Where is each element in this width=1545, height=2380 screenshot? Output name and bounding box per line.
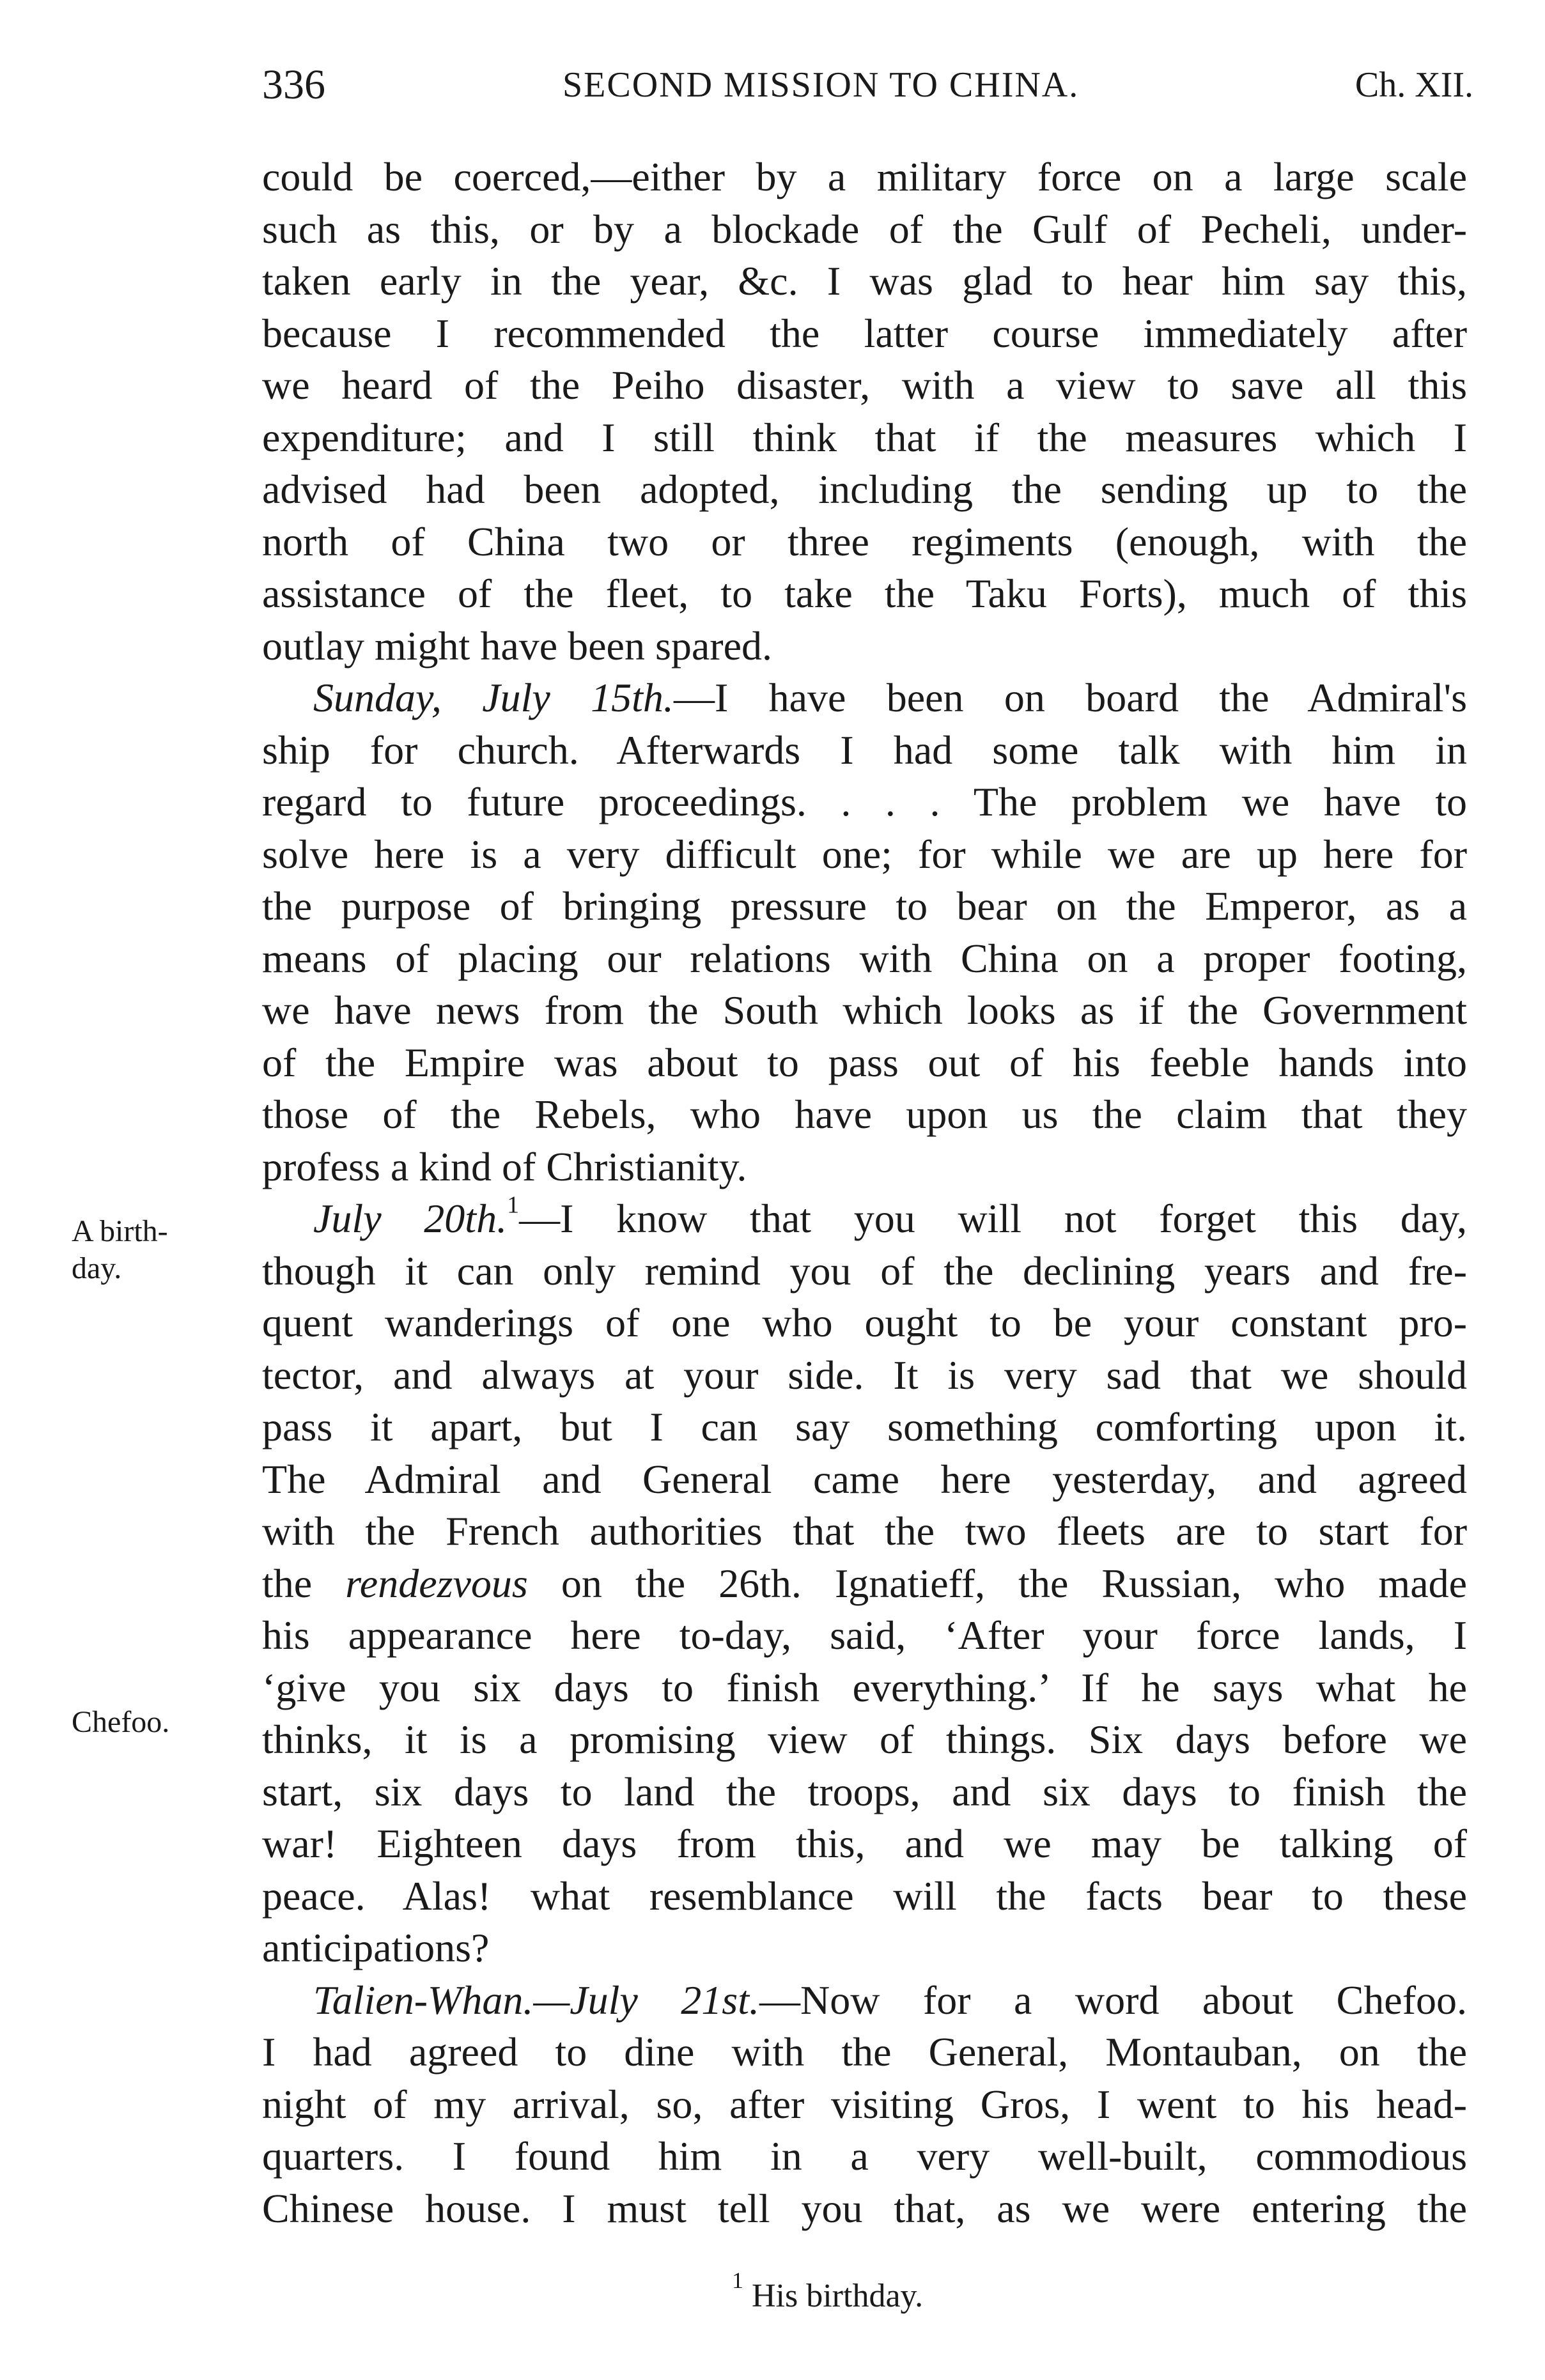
diary-entry-july-20 [262,1193,1467,1245]
entry-text: —I know that you will not forget this day, [519,1196,1467,1241]
text-line: quent wanderings of one who ought to be your constant pro- [262,1300,1467,1345]
text-italic: rendezvous [345,1560,528,1606]
text-line: the purpose of bringing pressure to bear on the Emperor, as a [262,883,1467,929]
footnote-number: 1 [732,2268,743,2294]
running-head [262,56,1473,114]
running-title: SECOND MISSION TO CHINA. [563,65,1080,105]
diary-entry-july-21 [262,1974,1467,2027]
sidenote-birthday [72,1213,225,1287]
footnote [732,2268,924,2319]
entry-date: Talien-Whan.—July 21st. [313,1977,759,2023]
text-line: taken early in the year, &c. I was glad to hear him say this, [262,258,1467,304]
text-segment: on the 26th. Ignatieff, the Russian, who made [527,1560,1467,1606]
entry-date: Sunday, July 15th. [313,675,674,720]
text-line: pass it apart, but I can say something comforting upon it. [262,1404,1467,1449]
text-line: expenditure; and I still think that if the measures which I [262,414,1467,460]
text-line: though it can only remind you of the declining years and fre- [262,1248,1467,1294]
text-line: we have news from the South which looks as if the Government [262,987,1467,1033]
text-line: quarters. I found him in a very well-built, commodious [262,2133,1467,2179]
text-line: tector, and always at your side. It is very sad that we should [262,1352,1467,1398]
text-line: regard to future proceedings. . . . The problem we have to [262,779,1467,824]
text-line: north of China two or three regiments (enough, with the [262,518,1467,564]
text-line: ship for church. Afterwards I had some talk with him in [262,727,1467,773]
footnote-marker: 1 [507,1193,520,1219]
sidenote-chefoo-text: Chefoo. [72,1705,170,1739]
diary-entry-july-15 [262,672,1467,724]
text-line: with the French authorities that the two fleets are to start for [262,1508,1467,1554]
text-line: such as this, or by a blockade of the Gulf of Pecheli, under- [262,206,1467,252]
text-line: could be coerced,—either by a military force on a large scale [262,154,1467,199]
text-line: I had agreed to dine with the General, Montauban, on the [262,2029,1467,2075]
entry-text: —Now for a word about Chefoo. [759,1977,1467,2023]
entry-text: —I have been on board the Admiral's [673,675,1467,720]
text-line: we heard of the Peiho disaster, with a view to save all this [262,362,1467,408]
text-line: his appearance here to-day, said, ‘After your force lands, I [262,1612,1467,1658]
text-line: The Admiral and General came here yesterday, and agreed [262,1456,1467,1502]
text-line: start, six days to land the troops, and six days to finish the [262,1768,1467,1814]
text-line: outlay might have been spared. [262,622,772,668]
text-line: of the Empire was about to pass out of his feeble hands into [262,1039,1467,1085]
text-line: ‘give you six days to finish everything.’ If he says what he [262,1664,1467,1710]
text-line: war! Eighteen days from this, and we may be talking of [262,1821,1467,1866]
text-line: advised had been adopted, including the sending up to the [262,467,1467,512]
text-line: because I recommended the latter course immediately after [262,310,1467,356]
text-line: means of placing our relations with China on a proper footing, [262,935,1467,981]
sidenote-chefoo [72,1704,225,1741]
sidenote-birthday-text: A birth- day. [72,1214,168,1285]
text-line: thinks, it is a promising view of things. Six days before we [262,1717,1467,1762]
text-line: Chinese house. I must tell you that, as we were entering the [262,2185,1467,2231]
text-segment: the [262,1560,346,1606]
text-line: those of the Rebels, who have upon us the claim that they [262,1092,1467,1137]
text-line: night of my arrival, so, after visiting Gros, I went to his head- [262,2081,1467,2127]
chapter-label: Ch. XII. [1355,65,1473,105]
text-line: profess a kind of Christianity. [262,1143,747,1189]
page-number: 336 [262,61,325,108]
body-text [262,151,1467,2234]
text-line: solve here is a very difficult one; for while we are up here for [262,831,1467,877]
text-line: anticipations? [262,1925,490,1970]
text-line: peace. Alas! what resemblance will the facts bear to these [262,1873,1467,1919]
text-line: assistance of the fleet, to take the Taku Forts), much of this [262,571,1467,616]
entry-date: July 20th. [313,1196,508,1241]
text-line-rendezvous [262,1557,1467,1610]
footnote-text: His birthday. [752,2278,924,2314]
